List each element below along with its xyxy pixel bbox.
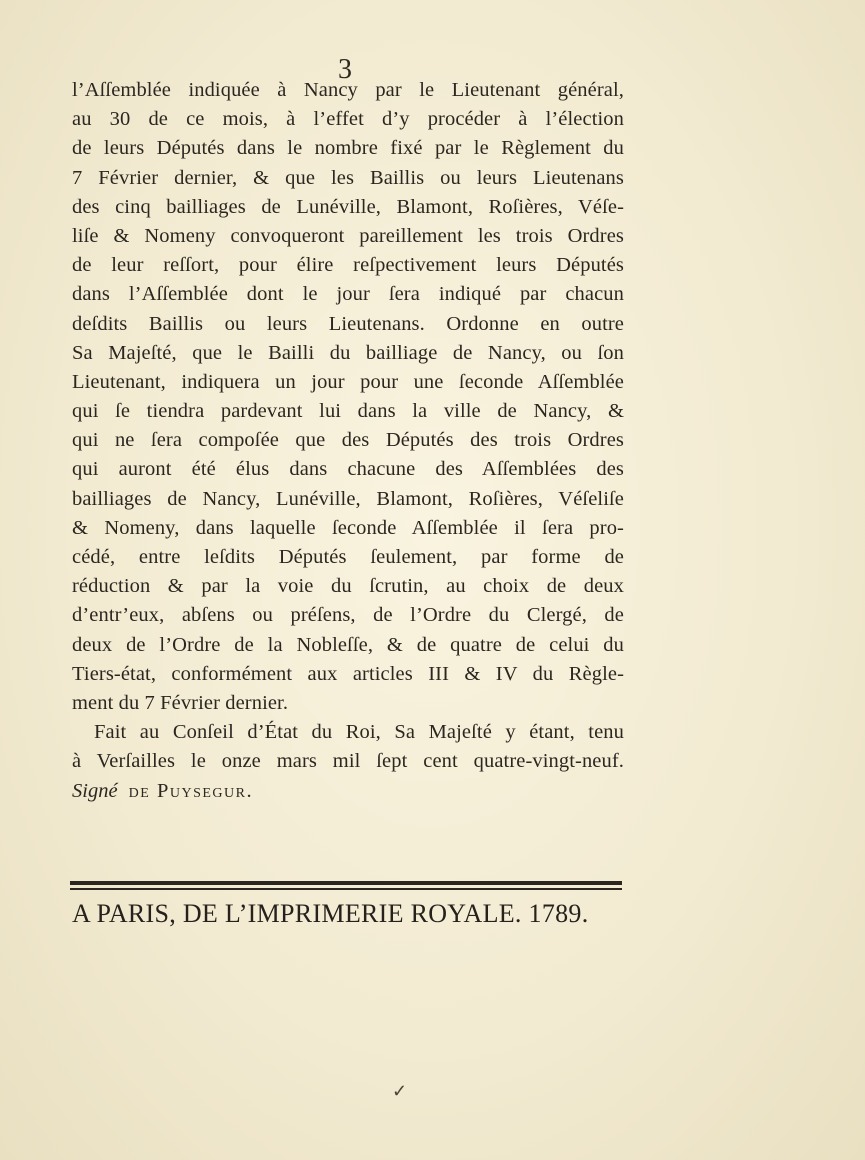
closing-line: à Verſailles le onze mars mil ſept cent quatre-vingt-neuf. xyxy=(72,750,624,773)
text-line: qui ſe tiendra pardevant lui dans la ville de Nancy, & xyxy=(72,400,624,423)
text-line: Sa Majeſté, que le Bailli du bailliage de Nancy, ou ſon xyxy=(72,341,624,364)
text-line: & Nomeny, dans laquelle ſeconde Aſſemblée il ſera pro- xyxy=(72,516,624,539)
text-line: liſe & Nomeny convoqueront pareillement les trois Ordres xyxy=(72,224,624,247)
text-line: au 30 de ce mois, à l’effet d’y procéder à l’élection xyxy=(72,108,624,131)
text-line: qui auront été élus dans chacune des Aſſemblées des xyxy=(72,458,624,481)
page-number: 3 xyxy=(338,54,352,85)
text-line: bailliages de Nancy, Lunéville, Blamont, Roſières, Véſeliſe xyxy=(72,487,624,510)
signature xyxy=(72,777,624,806)
text-line: cédé, entre leſdits Députés ſeulement, par forme de xyxy=(72,546,624,568)
signature-label: Signé xyxy=(72,779,118,802)
text-line: Lieutenant, indiquera un jour pour une ſeconde Aſſemblée xyxy=(72,370,624,393)
text-line: de leurs Députés dans le nombre fixé par le Règlement du xyxy=(72,137,624,160)
separator-rule xyxy=(70,881,622,885)
text-line: l’Aſſemblée indiquée à Nancy par le Lieutenant général, xyxy=(72,79,624,101)
text-line: d’entr’eux, abſens ou préſens, de l’Ordre du Clergé, de xyxy=(72,604,624,627)
check-mark-icon: ✓ xyxy=(392,1081,408,1101)
decree-text xyxy=(72,76,624,806)
text-line: deſdits Baillis ou leurs Lieutenans. Ordonne en outre xyxy=(72,312,624,335)
text-line: ment du 7 Février dernier. xyxy=(72,691,289,714)
text-line: qui ne ſera compoſée que des Députés des trois Ordres xyxy=(72,429,624,452)
separator-rule-thin xyxy=(70,888,622,890)
text-line: dans l’Aſſemblée dont le jour ſera indiqué par chacun xyxy=(72,283,624,306)
text-line: réduction & par la voie du ſcrutin, au choix de deux xyxy=(72,575,624,598)
text-line: de leur reſſort, pour élire reſpectivement leurs Députés xyxy=(72,254,624,277)
printer-imprint: A PARIS, DE L’IMPRIMERIE ROYALE. 1789. xyxy=(72,899,589,928)
text-line: Tiers-état, conformément aux articles III & IV du Règle- xyxy=(72,662,624,685)
text-line: deux de l’Ordre de la Nobleſſe, & de quatre de celui du xyxy=(72,633,624,656)
signatory-name: de Puysegur. xyxy=(128,779,254,802)
text-line: 7 Février dernier, & que les Baillis ou leurs Lieutenans xyxy=(72,166,624,189)
closing-line: Fait au Conſeil d’État du Roi, Sa Majeſté y étant, tenu xyxy=(94,721,624,744)
text-line: des cinq bailliages de Lunéville, Blamont, Roſières, Véſe- xyxy=(72,195,624,218)
